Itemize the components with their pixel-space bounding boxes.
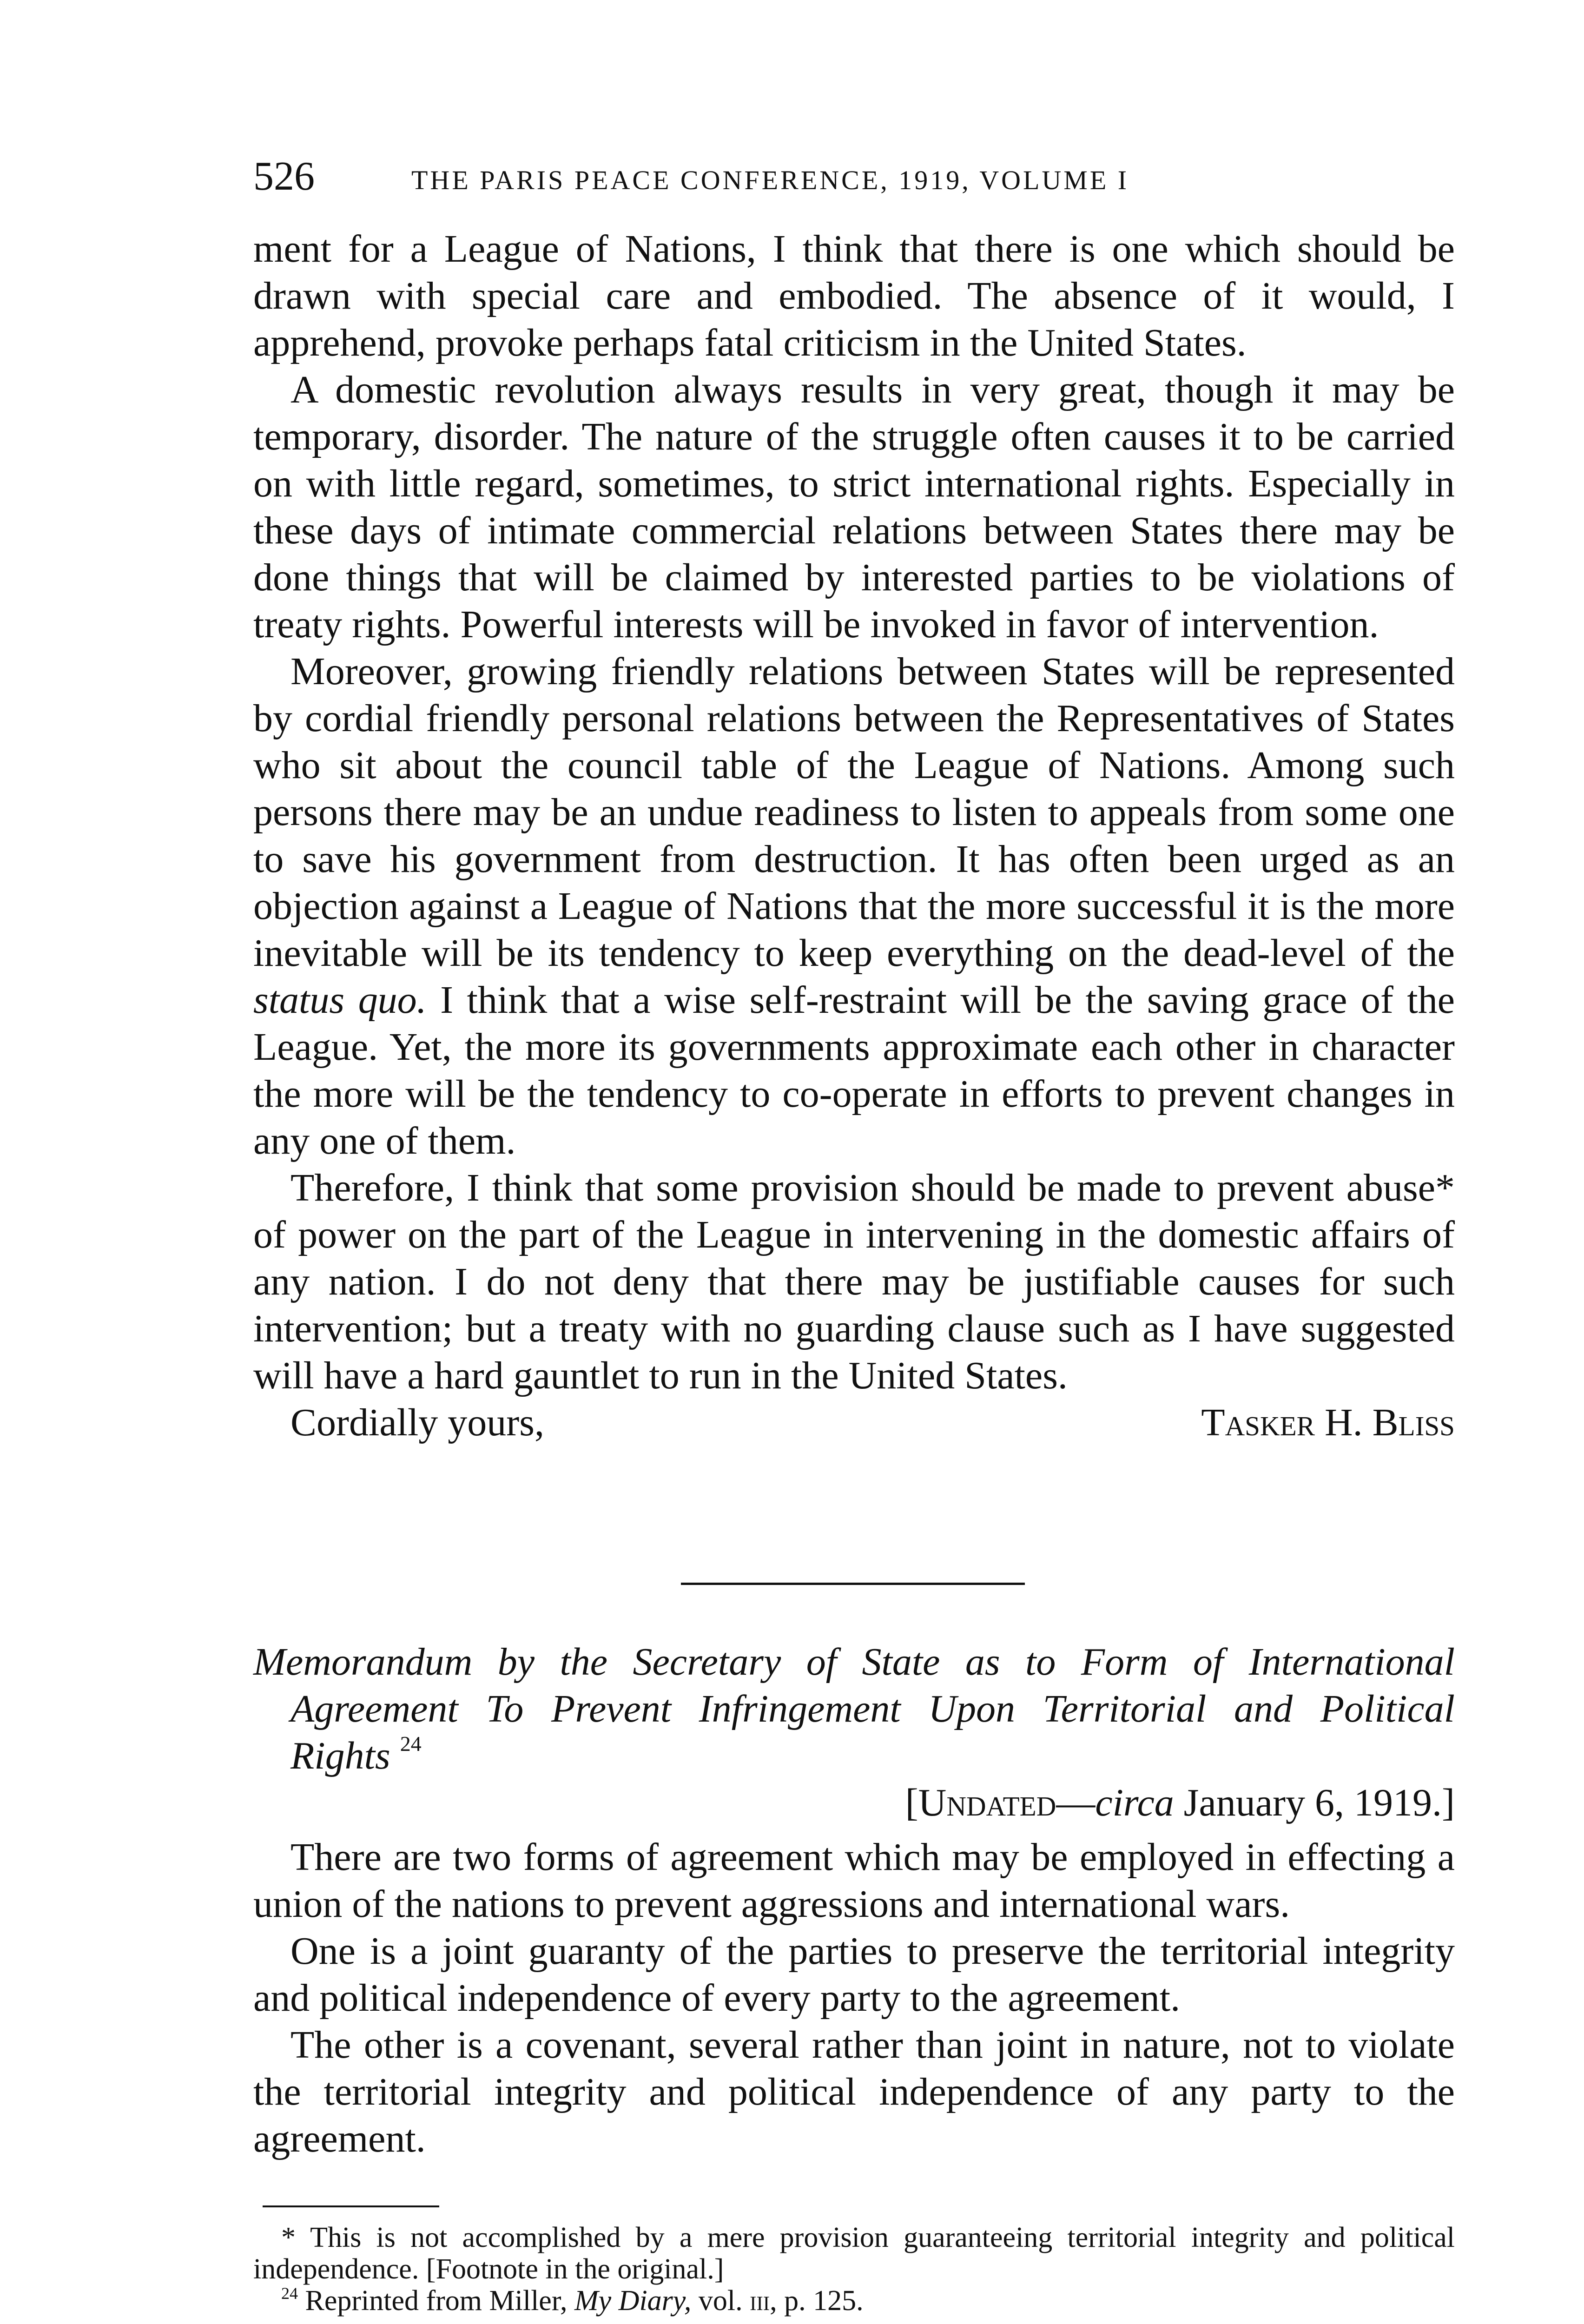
paragraph-3-text-b: I think that a wise self-restraint will be the saving grace of the League. Yet, the more its governments approximate each other in character the more will be the tendency to co-operate in efforts to prevent changes in any one of them. <box>253 978 1455 1162</box>
paragraph-3-text-a: Moreover, growing friendly relations between States will be represented by cordial friendly personal relations between the Representatives of States who sit about the council table of the League of Nations. Among such persons there may be an undue readiness to listen to appeals from some one to save his government from destruction. It has often been urged as an objection against a League of Nations that the more successful it is the more inevitable will be its tendency to keep everything on the dead-level of the <box>253 650 1455 975</box>
date-circa: circa <box>1095 1781 1174 1824</box>
footnote-ref-24: 24 <box>400 1732 422 1756</box>
date-text: January 6, 1919.] <box>1174 1781 1455 1824</box>
memorandum-title-text: Memorandum by the Secretary of State as to Form of International Agreement To Prevent Infringement Upon Territorial and Political Rights <box>253 1640 1455 1777</box>
memorandum-title <box>253 1638 1455 1779</box>
running-title: THE PARIS PEACE CONFERENCE, 1919, VOLUME I <box>411 165 1129 195</box>
footnote-divider <box>263 2205 439 2207</box>
status-quo-italic: status quo. <box>253 978 427 1022</box>
memorandum-date <box>253 1779 1455 1826</box>
section-divider <box>681 1583 1025 1585</box>
memorandum-body <box>253 1834 1455 2162</box>
footnote-24-vol-prefix: vol. <box>691 2285 750 2317</box>
footnote-24-mark: 24 <box>281 2284 298 2303</box>
footnote-24 <box>253 2285 1455 2317</box>
memorandum-paragraph-1: There are two forms of agreement which may be employed in effecting a union of the nations to prevent aggressions and international wars. <box>253 1835 1455 1926</box>
letter-paragraph-1: ment for a League of Nations, I think that there is one which should be drawn with special care and embodied. The absence of it would, I apprehend, provoke perhaps fatal criticism in the United States. <box>253 227 1455 364</box>
running-head <box>253 153 1462 209</box>
page-number: 526 <box>253 154 315 199</box>
memorandum-paragraph-2: One is a joint guaranty of the parties to preserve the territorial integrity and political independence of every party to the agreement. <box>253 1929 1455 2020</box>
footnote-24-title: My Diary, <box>574 2285 692 2317</box>
footnote-24-text: Reprinted from Miller, <box>298 2285 574 2317</box>
memorandum-paragraph-3: The other is a covenant, several rather than joint in nature, not to violate the territorial integrity and political independence of any party to the agreement. <box>253 2023 1455 2160</box>
footnotes <box>253 2222 1455 2317</box>
footnote-24-volume: iii <box>750 2285 770 2317</box>
memorandum-heading <box>253 1638 1455 1826</box>
date-bracket: [ <box>905 1781 918 1824</box>
letter-closing <box>253 1399 1455 1446</box>
date-dash: — <box>1056 1781 1096 1824</box>
date-undated: Undated <box>918 1781 1056 1824</box>
letter-paragraph-3 <box>253 648 1455 1164</box>
closing-salutation: Cordially yours, <box>290 1401 544 1444</box>
letter-body <box>253 225 1455 1446</box>
letter-paragraph-2: A domestic revolution always results in very great, though it may be temporary, disorder. The nature of the struggle often causes it to be carried on with little regard, sometimes, to strict international rights. Especially in these days of intimate commercial relations between States there may be done things that will be claimed by interested parties to be violations of treaty rights. Powerful interests will be invoked in favor of intervention. <box>253 368 1455 646</box>
signature: Tasker H. Bliss <box>1201 1401 1455 1444</box>
footnote-24-page: , p. 125. <box>770 2285 864 2317</box>
letter-paragraph-4: Therefore, I think that some provision should be made to prevent abuse* of power on the part of the League in intervening in the domestic affairs of any nation. I do not deny that there may be justifiable causes for such intervention; but a treaty with no guarding clause such as I have suggested will have a hard gauntlet to run in the United States. <box>253 1166 1455 1397</box>
footnote-star: * This is not accomplished by a mere provision guaranteeing territorial integrity and political independence. [Footnote in the original.] <box>253 2222 1455 2285</box>
